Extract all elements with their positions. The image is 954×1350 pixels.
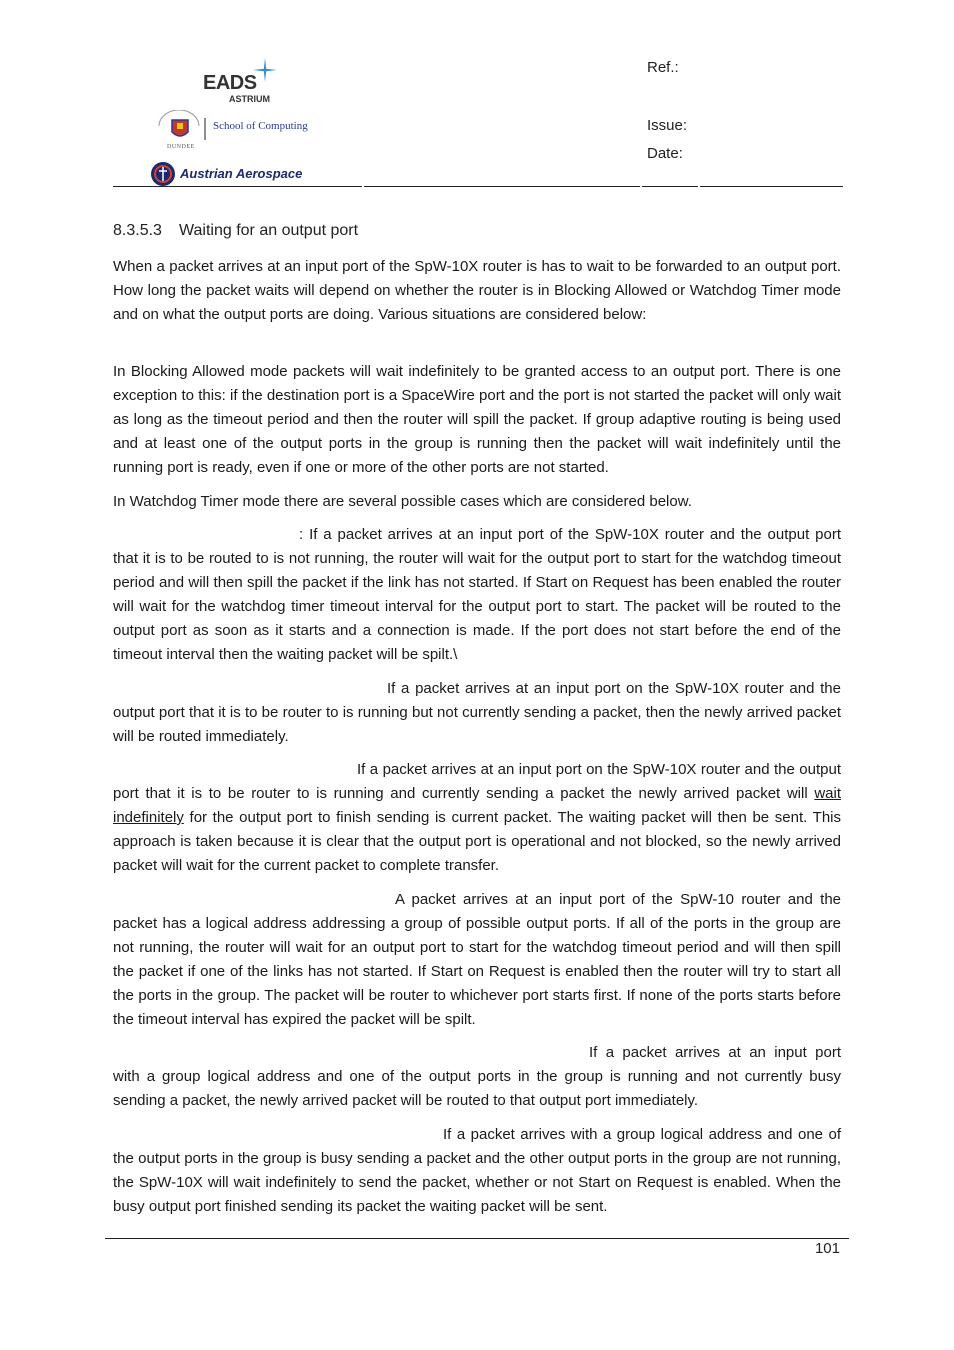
case-group-busy-text: If a packet arrives with a group logical address and one of the output ports in the group is busy sending a packet and the other output ports in the group are not running, the SpW-10X will wait indefinitely to send the packet, whether or not Start on Request is enabled. When the busy output port finished sending its packet the waiting packet will be sent. xyxy=(113,1126,841,1215)
school-of-computing-text: School of Computing xyxy=(213,120,308,132)
astrium-logo-text: ASTRIUM xyxy=(229,94,270,104)
case-not-running-text: : If a packet arrives at an input port of the SpW-10X router and the output port that it is to be routed to is not running, the router will wait for the output port to start for the watchdog timeout period and will then spill the packet if the link has not started. If Start on Request has been enabled the router will wait for the watchdog timer timeout interval for the output port to start. The packet will be routed to the output port as soon as it starts and a connection is made. If the port does not start before the end of the timeout interval then the waiting packet will be spilt.\ xyxy=(113,526,841,663)
emblem-icon xyxy=(150,161,176,187)
paragraph-case-group-running-idle xyxy=(113,1041,841,1113)
section-number: 8.3.5.3 xyxy=(113,222,162,239)
ref-label: Ref.: xyxy=(647,59,679,76)
date-label: Date: xyxy=(647,145,683,162)
eads-astrium-logo xyxy=(203,58,283,106)
wait-indefinitely-underlined: wait indefinitely xyxy=(113,785,841,826)
section-heading xyxy=(113,222,358,240)
divider-bracket-icon xyxy=(203,118,211,140)
paragraph-intro: When a packet arrives at an input port of the SpW-10X router is has to wait to be forwarded to an output port. How long the packet waits will depend on whether the router is in Blocking Allowed or Watchdog Timer mode and on what the output ports are doing. Various situations are considered below: xyxy=(113,258,841,323)
header-rule-4 xyxy=(700,186,843,187)
header-rule-3 xyxy=(642,186,698,187)
page-number: 101 xyxy=(814,1240,840,1257)
case-group-not-running-text: A packet arrives at an input port of the SpW-10 router and the packet has a logical address addressing a group of possible output ports. If all of the ports in the group are not running, the router will wait for an output port to start for the watchdog timeout period and will then spill the packet if one of the links has not started. If Start on Request is enabled then the router will try to start all the ports in the group. The packet will be router to whichever port starts first. If none of the ports starts before the timeout interval has expired the packet will be spilt. xyxy=(113,891,841,1028)
dundee-text: DUNDEE xyxy=(167,144,195,150)
star-icon xyxy=(253,58,277,82)
paragraph-case-group-busy xyxy=(113,1123,841,1219)
paragraph-case-group-not-running xyxy=(113,888,841,1032)
section-title: Waiting for an output port xyxy=(179,222,359,239)
crest-icon xyxy=(155,110,205,144)
paragraph-case-running-idle xyxy=(113,677,841,749)
paragraph-case-running-busy xyxy=(113,758,841,878)
issue-label: Issue: xyxy=(647,117,688,134)
austrian-aerospace-logo xyxy=(150,160,340,188)
case-running-idle-text: If a packet arrives at an input port on the SpW-10X router and the output port that it is to be router to is running but not currently sending a packet, then the newly arrived packet will be routed immediately. xyxy=(113,680,841,745)
paragraph-case-not-running xyxy=(113,523,841,667)
header-rule-1 xyxy=(113,186,362,187)
case-group-running-idle-text: If a packet arrives at an input port with a group logical address and one of the output ports in the group is running and not currently busy sending a packet, the newly arrived packet will be routed to that output port immediately. xyxy=(113,1044,841,1109)
paragraph-blocking-allowed: In Blocking Allowed mode packets will wait indefinitely to be granted access to an output port. There is one exception to this: if the destination port is a SpaceWire port and the port is not started the packet will only wait as long as the timeout period and then the router will spill the packet. If group adaptive routing is being used and at least one of the output ports in the group is running then the packet will wait indefinitely until the running port is ready, even if one or more of the other ports are not started. xyxy=(113,363,841,476)
header-rule-2 xyxy=(364,186,640,187)
paragraph-watchdog-intro: In Watchdog Timer mode there are several possible cases which are considered below. xyxy=(113,493,692,510)
eads-logo-text: EADS xyxy=(203,72,257,94)
case-running-busy-text-a: If a packet arrives at an input port on the SpW-10X router and the output port that it is to be router to is running and currently sending a packet the newly arrived packet will xyxy=(113,761,841,802)
case-running-busy-text-b: for the output port to finish sending is current packet. The waiting packet will then be sent. This approach is taken because it is clear that the output port is operational and not blocked, so the newly arrived packet will wait for the current packet to complete transfer. xyxy=(113,809,841,874)
footer-rule xyxy=(105,1238,849,1239)
austrian-aerospace-text: Austrian Aerospace xyxy=(180,166,303,181)
dundee-school-of-computing-logo xyxy=(155,110,330,156)
